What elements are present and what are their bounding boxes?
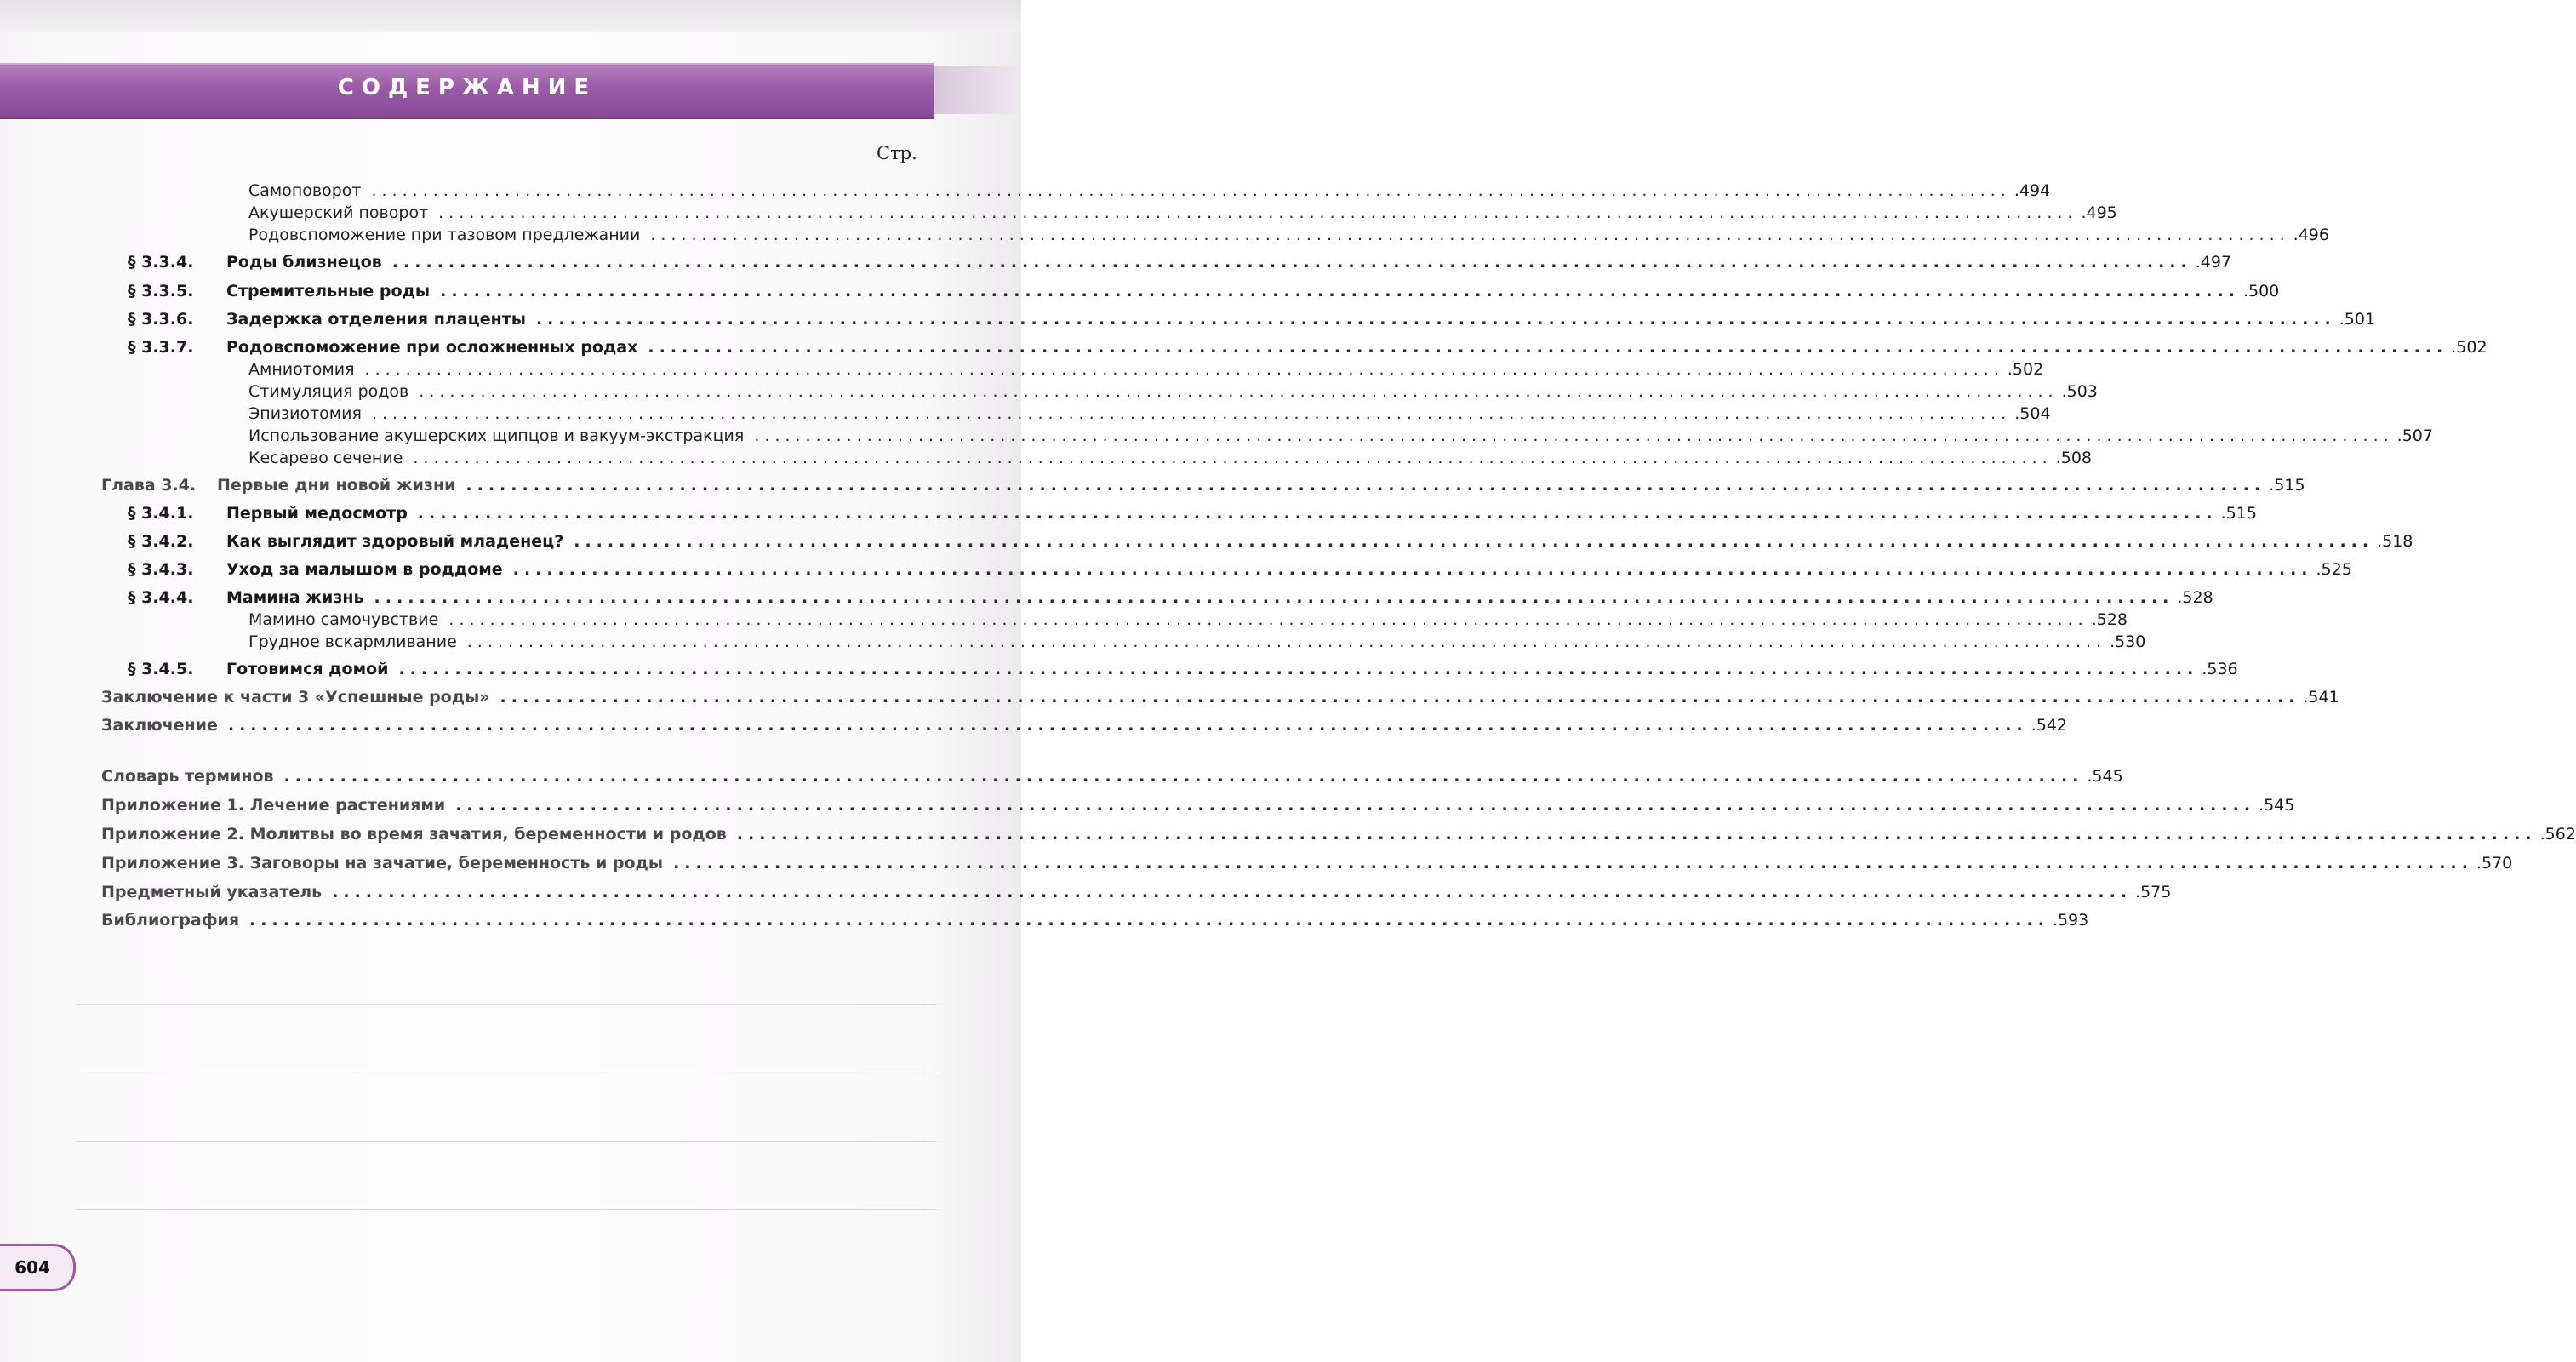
toc-entry-title: Задержка отделения плаценты [226, 310, 526, 329]
toc-entry-title: Уход за малышом в роддоме [226, 560, 503, 579]
toc-entry-title: Амниотомия [248, 360, 355, 379]
toc-entry [101, 854, 2513, 873]
toc-entry [248, 226, 2329, 244]
toc-entry-title: Кесарево сечение [248, 449, 403, 467]
toc-entry-number: § 3.3.7. [128, 338, 194, 357]
dot-leader: ................................................................................................................................................................ [283, 767, 2084, 786]
toc-entry-page: .518 [2377, 532, 2413, 551]
dot-leader: ................................................................................................................................................................ [332, 883, 2133, 901]
dot-leader: ................................................................................................................................................................ [364, 360, 2004, 379]
toc-entry-page: .495 [2081, 203, 2117, 222]
toc-entry-title: Предметный указатель [101, 883, 323, 901]
toc-entry-page: .503 [2061, 382, 2098, 401]
page-column-label: Стр. [877, 143, 917, 163]
show-through-line [77, 1004, 936, 1005]
toc-entry [128, 560, 2352, 579]
toc-entry-title: Эпизиотомия [248, 404, 362, 423]
toc-entry-page: .542 [2031, 716, 2068, 735]
toc-entry-number: § 3.4.1. [128, 504, 194, 523]
dot-leader: ................................................................................................................................................................ [648, 338, 2448, 357]
page-title: СОДЕРЖАНИЕ [337, 75, 597, 100]
toc-entry-page: .497 [2195, 253, 2231, 272]
toc-entry-title: Самоповорот [248, 181, 362, 200]
toc-entry-title: Как выглядит здоровый младенец? [226, 532, 564, 551]
dot-leader: ................................................................................................................................................................ [512, 560, 2313, 579]
page-number-tab [0, 1244, 76, 1291]
toc-entry-title: Приложение 2. Молитвы во время зачатия, беременности и родов [101, 825, 727, 844]
toc-entry [128, 253, 2231, 272]
toc-entry [248, 382, 2098, 401]
toc-entry-page: .504 [2014, 404, 2051, 423]
toc-entry-number: § 3.3.6. [128, 310, 194, 329]
toc-entry-page: .575 [2135, 883, 2172, 901]
toc-entry-page: .501 [2339, 310, 2376, 329]
dot-leader: ................................................................................................................................................................ [413, 449, 2053, 467]
toc-entry-title: Стимуляция родов [248, 382, 409, 401]
toc-entry-page: .496 [2293, 226, 2329, 244]
toc-entry-number: § 3.4.3. [128, 560, 194, 579]
toc-entry [101, 767, 2123, 786]
dot-leader: ................................................................................................................................................................ [371, 404, 2012, 423]
toc-entry-page: .502 [2007, 360, 2044, 379]
toc-entry-page: .528 [2177, 588, 2213, 607]
toc-entry [101, 825, 2576, 844]
toc-entry-title: Готовимся домой [226, 660, 389, 678]
toc-entry [101, 911, 2089, 930]
page-number: 604 [14, 1257, 50, 1278]
toc-entry-page: .541 [2303, 688, 2339, 707]
toc-entry [248, 426, 2433, 445]
toc-entry [248, 360, 2044, 379]
dot-leader: ................................................................................................................................................................ [736, 825, 2537, 844]
toc-entry-page: .530 [2110, 632, 2146, 651]
toc-entry-title: Первые дни новой жизни [217, 476, 456, 495]
toc-entry-title: Мамина жизнь [226, 588, 364, 607]
dot-leader: ................................................................................................................................................................ [438, 203, 2078, 222]
toc-entry-page: .494 [2013, 181, 2051, 200]
toc-entry [248, 404, 2051, 423]
dot-leader: ................................................................................................................................................................ [650, 226, 2290, 244]
toc-entry-title: Мамино самочувствие [248, 610, 439, 629]
toc-entry-page: .593 [2052, 911, 2089, 930]
toc-entry [128, 660, 2238, 678]
dot-leader: ................................................................................................................................................................ [466, 476, 2266, 495]
toc-entry-title: Приложение 1. Лечение растениями [101, 796, 446, 815]
toc-entry [248, 181, 2051, 200]
toc-entry-page: .562 [2539, 825, 2576, 844]
toc-entry-page: .500 [2242, 282, 2280, 300]
toc-entry [101, 688, 2339, 707]
toc-entry-page: .515 [2220, 504, 2257, 523]
toc-entry-number: § 3.4.2. [128, 532, 194, 551]
dot-leader: ................................................................................................................................................................ [398, 660, 2199, 678]
page-top-shadow [0, 0, 1021, 32]
toc-entry-title: Словарь терминов [101, 767, 274, 786]
toc-entry-title: Библиография [101, 911, 240, 930]
toc-entry-page: .545 [2087, 767, 2123, 786]
dot-leader: ................................................................................................................................................................ [419, 382, 2059, 401]
toc-entry [248, 203, 2117, 222]
dot-leader: ................................................................................................................................................................ [417, 504, 2218, 523]
dot-leader: ................................................................................................................................................................ [500, 688, 2300, 707]
show-through-line [77, 1209, 936, 1210]
toc-entry-page: .545 [2259, 796, 2295, 815]
toc-entry [248, 610, 2128, 629]
toc-entry-page: .536 [2202, 660, 2238, 678]
dot-leader: ................................................................................................................................................................ [440, 282, 2240, 300]
dot-leader: ................................................................................................................................................................ [673, 854, 2473, 873]
toc-entry-number: § 3.4.4. [128, 588, 194, 607]
dot-leader: ................................................................................................................................................................ [448, 610, 2088, 629]
banner-fade [934, 66, 1021, 114]
contents-banner [0, 63, 934, 119]
toc-entry-page: .508 [2055, 449, 2093, 467]
dot-leader: ................................................................................................................................................................ [371, 181, 2011, 200]
toc-entry-number: § 3.3.5. [128, 282, 194, 300]
toc-entry [248, 632, 2146, 651]
toc-entry-title: Родовспоможение при тазовом предлежании [248, 226, 641, 244]
toc-entry-page: .507 [2396, 426, 2433, 445]
dot-leader: ................................................................................................................................................................ [374, 588, 2174, 607]
toc-entry-number: Глава 3.4. [101, 476, 197, 495]
toc-entry-page: .528 [2091, 610, 2128, 629]
toc-entry-page: .515 [2269, 476, 2305, 495]
show-through-line [77, 1141, 936, 1142]
toc-entry-title: Грудное вскармливание [248, 632, 457, 651]
dot-leader: ................................................................................................................................................................ [535, 310, 2336, 329]
toc-entry-title: Первый медосмотр [226, 504, 408, 523]
toc-entry-page: .502 [2451, 338, 2487, 357]
toc-entry-title: Акушерский поворот [248, 203, 429, 222]
toc-entry-page: .570 [2476, 854, 2513, 873]
toc-entry [128, 504, 2257, 523]
toc-entry-title: Заключение [101, 716, 218, 735]
dot-leader: ................................................................................................................................................................ [249, 911, 2049, 930]
toc-entry-title: Приложение 3. Заговоры на зачатие, беременность и роды [101, 854, 664, 873]
dot-leader: ................................................................................................................................................................ [391, 253, 2192, 272]
toc-entry [101, 476, 2305, 495]
toc-entry-number: § 3.4.5. [128, 660, 194, 678]
toc-entry [128, 588, 2213, 607]
toc-entry-page: .525 [2316, 560, 2352, 579]
dot-leader: ................................................................................................................................................................ [754, 426, 2394, 445]
toc-entry [248, 449, 2093, 467]
dot-leader: ................................................................................................................................................................ [574, 532, 2374, 551]
toc-entry [101, 796, 2295, 815]
toc-entry [128, 338, 2487, 357]
toc-entry-title: Заключение к части 3 «Успешные роды» [101, 688, 490, 707]
toc-entry-title: Роды близнецов [226, 253, 382, 272]
toc-entry-number: § 3.3.4. [128, 253, 194, 272]
toc-entry [128, 282, 2280, 300]
toc-entry-title: Использование акушерских щипцов и вакуум-экстракция [248, 426, 745, 445]
toc-entry-title: Стремительные роды [226, 282, 431, 300]
toc-entry-title: Родовспоможение при осложненных родах [226, 338, 638, 357]
toc-entry [128, 310, 2376, 329]
dot-leader: ................................................................................................................................................................ [455, 796, 2256, 815]
toc-entry [101, 716, 2068, 735]
dot-leader: ................................................................................................................................................................ [227, 716, 2028, 735]
toc-entry [101, 883, 2172, 901]
toc-entry [128, 532, 2413, 551]
dot-leader: ................................................................................................................................................................ [466, 632, 2107, 651]
